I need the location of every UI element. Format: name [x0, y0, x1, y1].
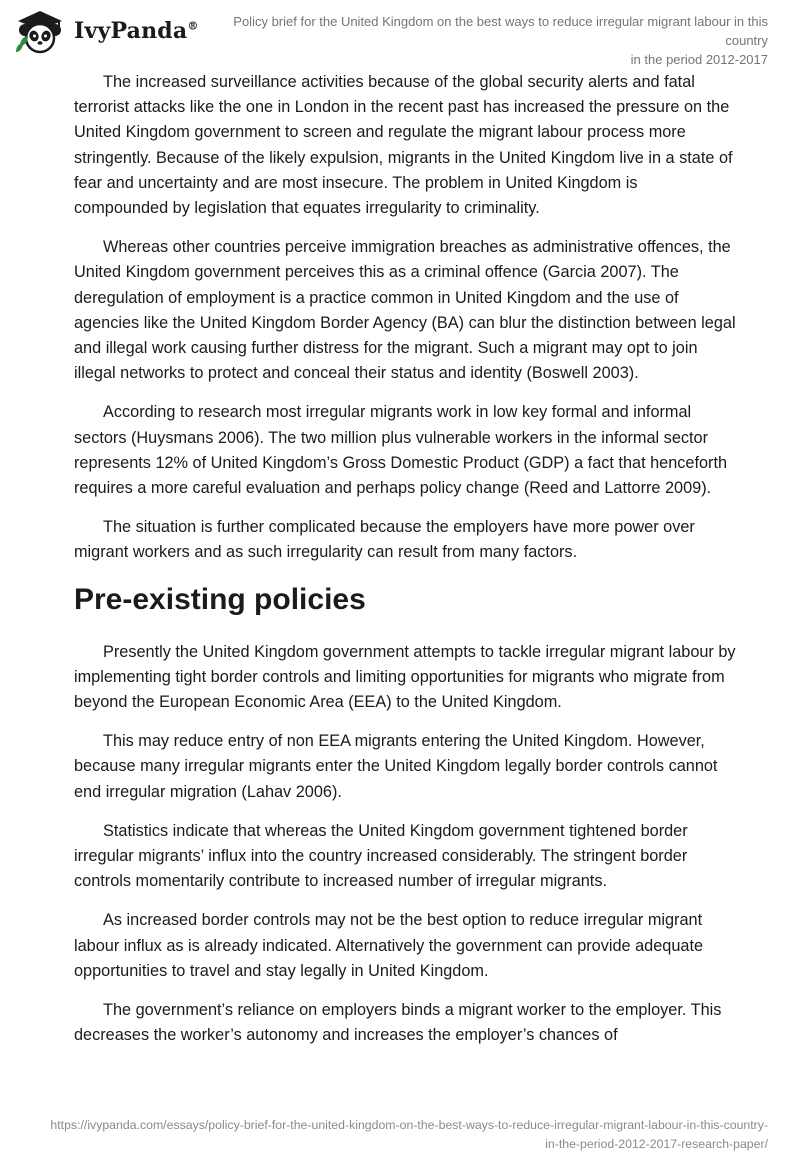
body-paragraph: Whereas other countries perceive immigration breaches as administrative offences, the United Kingdom government perceives this as a criminal offence (Garcia 2007). The deregulation of employment is a practice common in United Kingdom and the use of agencies like the United Kingdom Border Agency (BA) can blur the distinction between legal and illegal work causing further distress for the migrant. Such a migrant may opt to join illegal networks to protect and conceal their status and identity (Boswell 2003).: [74, 238, 736, 383]
body-paragraph: As increased border controls may not be the best option to reduce irregular migrant labour influx as is already indicated. Alternatively the government can provide adequate opportunities to travel and stay legally in United Kingdom.: [74, 911, 704, 980]
panda-logo-icon: [14, 8, 66, 54]
body-paragraph: Presently the United Kingdom government attempts to tackle irregular migrant labour by implementing tight border controls and limiting opportunities for migrants who migrate from beyond the European Economic Area (EEA) to the United Kingdom.: [74, 642, 736, 712]
source-url-line-1: https://ivypanda.com/essays/policy-brief-for-the-united-kingdom-on-the-best-ways-to-reduce-irregular-migrant-labour-in-this-country-: [50, 1118, 768, 1132]
ivypanda-logo[interactable]: [14, 8, 199, 54]
body-paragraph: The increased surveillance activities because of the global security alerts and fatal terrorist attacks like the one in London in the recent past has increased the pressure on the United Kingdom government to screen and regulate the migrant labour process more stringently. Because of the likely expulsion, migrants in the United Kingdom live in a state of fear and uncertainty and are most insecure. The problem in United Kingdom is compounded by legislation that equates irregularity to criminality.: [74, 73, 733, 218]
source-url-footer[interactable]: [28, 1116, 768, 1154]
document-title: [208, 12, 768, 69]
page-header: [0, 0, 800, 67]
document-title-line-1: Policy brief for the United Kingdom on the best ways to reduce irregular migrant labour in this country: [233, 14, 768, 48]
body-paragraph: The government’s reliance on employers binds a migrant worker to the employer. This decreases the worker’s autonomy and increases the employer’s chances of: [74, 1001, 722, 1045]
body-paragraph: The situation is further complicated because the employers have more power over migrant workers and as such irregularity can result from many factors.: [74, 518, 695, 562]
source-url-line-2: in-the-period-2012-2017-research-paper/: [545, 1137, 768, 1151]
section-heading: Pre-existing policies: [74, 582, 366, 616]
body-paragraph: Statistics indicate that whereas the United Kingdom government tightened border irregular migrants’ influx into the country increased considerably. The stringent border controls momentarily contribute to increased number of irregular migrants.: [74, 821, 688, 891]
document-title-line-2: in the period 2012-2017: [630, 52, 768, 67]
body-paragraph: This may reduce entry of non EEA migrants entering the United Kingdom. However, because many irregular migrants enter the United Kingdom legally border controls cannot end irregular migration (Lahav 2006).: [74, 732, 718, 801]
document-body: [74, 70, 736, 1063]
body-paragraph: According to research most irregular migrants work in low key formal and informal sectors (Huysmans 2006). The two million plus vulnerable workers in the informal sector represents 12% of United Kingdom’s Gross Domestic Product (GDP) a fact that henceforth requires a more careful evaluation and perhaps policy change (Reed and Lattorre 2009).: [74, 403, 728, 498]
brand-name: IvyPanda®: [74, 18, 199, 44]
